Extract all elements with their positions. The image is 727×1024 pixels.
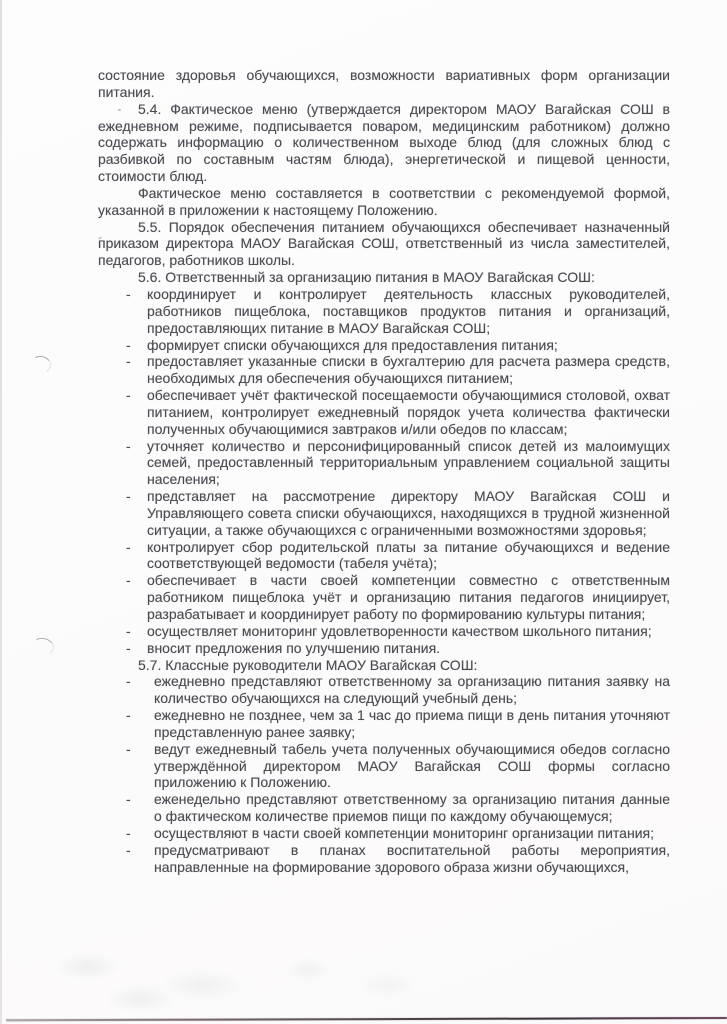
- dash-bullet: -: [126, 841, 131, 858]
- list-item: [98, 286, 670, 337]
- text-line: представляет на рассмотрение директору МАОУ Вагайская СОШ и Управляющего совета списки обучающихся, находящихся в трудной жизненной ситуации, а также обучающихся с ограниченными возможностями здоровья;: [147, 488, 670, 538]
- dash-bullet: -: [126, 740, 131, 757]
- dash-bullet: -: [126, 707, 131, 724]
- text-line: уточняет количество и персонифицированный список детей из малоимущих семей, предоставленный территориальным управлением социальной защиты населения;: [147, 437, 670, 488]
- paragraph: [98, 219, 670, 270]
- list-item: [98, 825, 670, 842]
- paragraph: [98, 269, 670, 286]
- dash-bullet: -: [126, 673, 131, 690]
- scan-edge-line-bottom: [6, 1017, 727, 1022]
- paragraph: [98, 67, 670, 101]
- list-item: [98, 741, 670, 792]
- text-line: предусматривают в планах воспитательной работы мероприятия, направленные на формирование здорового образа жизни обучающихся,: [154, 841, 670, 875]
- dash-bullet: -: [126, 824, 131, 841]
- list-item: [98, 387, 670, 438]
- text-line: еженедельно представляют ответственному за организацию питания данные о фактическом количестве приемов пищи по каждому обучающемуся;: [154, 791, 670, 825]
- dash-bullet: -: [126, 387, 131, 404]
- dash-bullet: -: [126, 437, 131, 454]
- dash-bullet: -: [126, 285, 131, 302]
- text-line: 5.6. Ответственный за организацию питания в МАОУ Вагайская СОШ:: [138, 269, 595, 286]
- dash-bullet: -: [126, 353, 131, 370]
- text-line: предоставляет указанные списки в бухгалтерию для расчета размера средств, необходимых для обеспечения обучающихся питанием;: [147, 353, 670, 387]
- list-item: [98, 572, 670, 623]
- list-item: [98, 673, 670, 707]
- dash-bullet: -: [126, 639, 131, 656]
- dash-bullet: -: [126, 488, 131, 505]
- text-line: ведут ежедневный табель учета полученных обучающимися обедов согласно утверждённой директором МАОУ Вагайская СОШ формы согласно приложению к Положению.: [154, 740, 670, 791]
- dash-bullet: -: [126, 572, 131, 589]
- text-line: ежедневно представляют ответственному за организацию питания заявку на количество обучающихся на следующий учебный день;: [154, 673, 670, 707]
- text-line: формирует списки обучающихся для предоставления питания;: [147, 336, 558, 353]
- list-item: [98, 791, 670, 825]
- document-text: [98, 67, 670, 876]
- dash-bullet: -: [126, 622, 131, 639]
- dash-bullet: -: [126, 538, 131, 555]
- text-line: ежедневно не позднее, чем за 1 час до приема пищи в день питания уточняют представленную ранее заявку;: [154, 707, 670, 740]
- list-item: [98, 623, 670, 640]
- paragraph: [98, 657, 670, 674]
- text-line: осуществляют в части своей компетенции мониторинг организации питания;: [154, 824, 654, 841]
- text-line: контролирует сбор родительской платы за питание обучающихся и ведение соответствующей ведомости (табеля учёта);: [147, 538, 670, 572]
- text-line: 5.5. Порядок обеспечения питанием обучающихся обеспечивает назначенный приказом директора МАОУ Вагайская СОШ, ответственный из числа заместителей, педагогов, работников школы.: [98, 218, 670, 269]
- list-item: [98, 707, 670, 741]
- text-line: 5.4. Фактическое меню (утверждается директором МАОУ Вагайская СОШ в ежедневном режиме, подписывается поваром, медицинским работником) должно содержать информацию о количественном выходе блюд (для сложных блюд с разбивкой по составным частям блюда), энергетической и пищевой ценности, стоимости блюд.: [98, 100, 670, 185]
- scan-edge-left: [0, 0, 2, 1024]
- hole-punch-mark-bottom: [30, 636, 55, 657]
- text-line: Фактическое меню составляется в соответствии с рекомендуемой формой, указанной в приложении к настоящему Положению.: [98, 184, 670, 218]
- dash-bullet: -: [126, 791, 131, 808]
- list-item: [98, 842, 670, 876]
- text-line: вносит предложения по улучшению питания.: [147, 639, 441, 656]
- text-line: координирует и контролирует деятельность классных руководителей, работников пищеблока, поставщиков продуктов питания и организаций, предоставляющих питание в МАОУ Вагайская СОШ;: [147, 285, 670, 336]
- list-item: [98, 488, 670, 539]
- list-item: [98, 353, 670, 387]
- text-line: 5.7. Классные руководители МАОУ Вагайская СОШ:: [138, 656, 478, 673]
- paragraph: [98, 185, 670, 219]
- text-line: состояние здоровья обучающихся, возможности вариативных форм организации питания.: [98, 67, 670, 100]
- text-line: обеспечивает в части своей компетенции совместно с ответственным работником пищеблока учёт и организацию питания педагогов инициирует, разрабатывает и координирует работу по формированию культуры питания;: [147, 572, 670, 622]
- hole-punch-mark-top: [29, 354, 52, 375]
- bleed-through-texture: [35, 948, 475, 1010]
- list-item: [98, 640, 670, 657]
- list-item: [98, 438, 670, 489]
- list-item: [98, 337, 670, 354]
- paragraph: [98, 101, 670, 185]
- list-item: [98, 539, 670, 573]
- text-line: осуществляет мониторинг удовлетворенности качеством школьного питания;: [147, 622, 652, 639]
- dash-bullet: -: [126, 336, 131, 353]
- text-line: обеспечивает учёт фактической посещаемости обучающимися столовой, охват питанием, контролирует ежедневный порядок учета количества фактически полученных обучающимися завтраков и/или обедов по классам;: [147, 387, 670, 437]
